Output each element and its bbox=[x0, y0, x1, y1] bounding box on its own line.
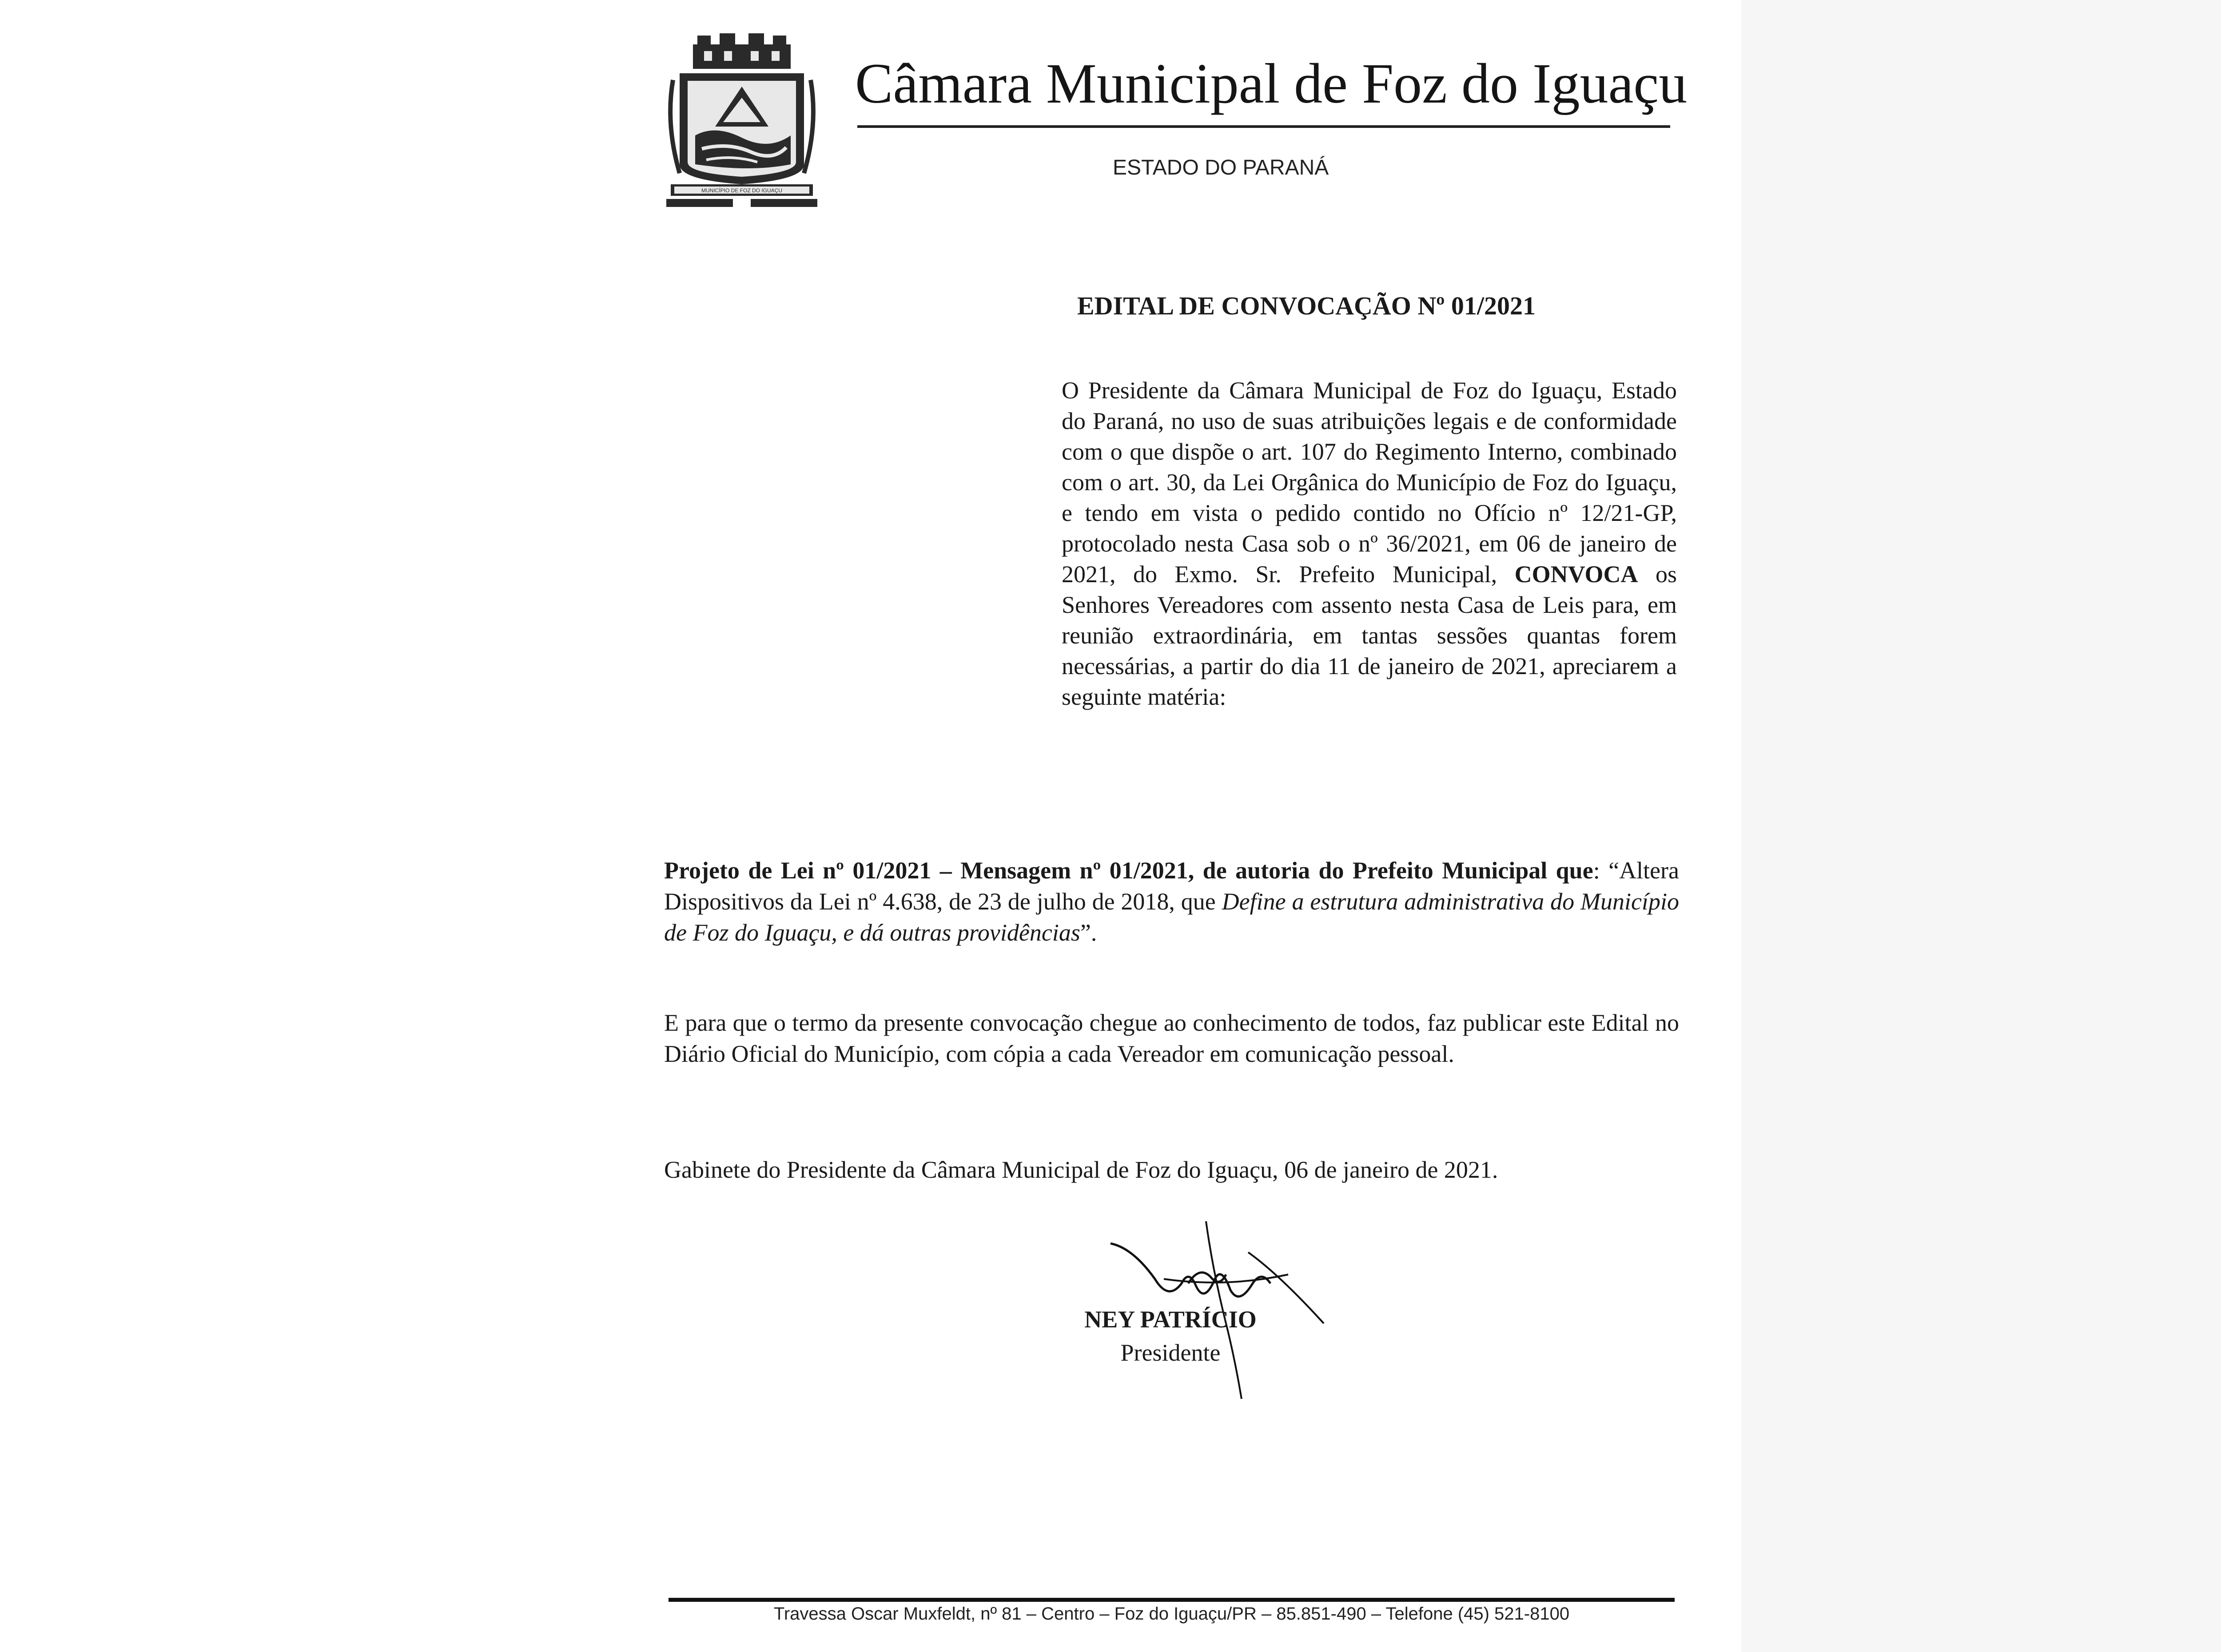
crest-ribbon-text: MUNICÍPIO DE FOZ DO IGUAÇU bbox=[701, 187, 783, 194]
municipal-coat-of-arms-icon bbox=[662, 31, 822, 209]
page-title: Câmara Municipal de Foz do Iguaçu bbox=[855, 52, 1688, 115]
subject-italic: Define a estrutura administrativa do Município de Foz do Iguaçu, e dá outras providências bbox=[664, 888, 1679, 946]
intro-text-start: O Presidente da Câmara Municipal de Foz do Iguaçu, Estado do Paraná, no uso de suas atribuições legais e de conformidade com o que dispõe o art. 107 do Regimento Interno, combinado com o art. 30, da Lei Orgânica do Município de Foz do Iguaçu, e tendo em vista o pedido contido no Ofício nº 12/21-GP, protocolado nesta Casa sob o nº 36/2021, em 06 de janeiro de 2021, do Exmo. Sr. Prefeito Municipal, bbox=[1062, 377, 1677, 588]
subject-bold-heading: Projeto de Lei nº 01/2021 – Mensagem nº 01/2021, de autoria do Prefeito Municipal que bbox=[664, 857, 1593, 884]
header-divider bbox=[857, 125, 1670, 128]
place-date: Gabinete do Presidente da Câmara Municipal de Foz do Iguaçu, 06 de janeiro de 2021. bbox=[664, 1156, 1498, 1183]
footer-address: Travessa Oscar Muxfeldt, nº 81 – Centro – Foz do Iguaçu/PR – 85.851-490 – Telefone (45) 521-8100 bbox=[773, 1604, 1570, 1624]
subject-plain: “Altera Dispositivos da Lei nº 4.638, de 23 de julho de 2018, que bbox=[664, 857, 1679, 915]
subject-colon: : bbox=[1593, 857, 1600, 884]
intro-text-end: os Senhores Vereadores com assento nesta Casa de Leis para, em reunião extraordinária, em tantas sessões quantas forem necessárias, a partir do dia 11 de janeiro de 2021, apreciarem a seguinte matéria: bbox=[1062, 561, 1677, 710]
document-title: EDITAL DE CONVOCAÇÃO Nº 01/2021 bbox=[1077, 291, 1536, 320]
closing-paragraph: E para que o termo da presente convocação chegue ao conhecimento de todos, faz publicar este Edital no Diário Oficial do Município, com cópia a cada Vereador em comunicação pessoal. bbox=[664, 1009, 1679, 1067]
intro-paragraph bbox=[1062, 375, 1677, 712]
intro-convoca: CONVOCA bbox=[1514, 561, 1638, 588]
subject-paragraph bbox=[664, 855, 1679, 948]
subject-end: ”. bbox=[1080, 919, 1097, 946]
signatory-role: Presidente bbox=[1120, 1339, 1221, 1366]
header-state: ESTADO DO PARANÁ bbox=[1113, 156, 1329, 179]
footer-divider bbox=[669, 1598, 1675, 1602]
page-right-shade bbox=[1741, 0, 2221, 1652]
signatory-name: NEY PATRÍCIO bbox=[1084, 1306, 1257, 1333]
